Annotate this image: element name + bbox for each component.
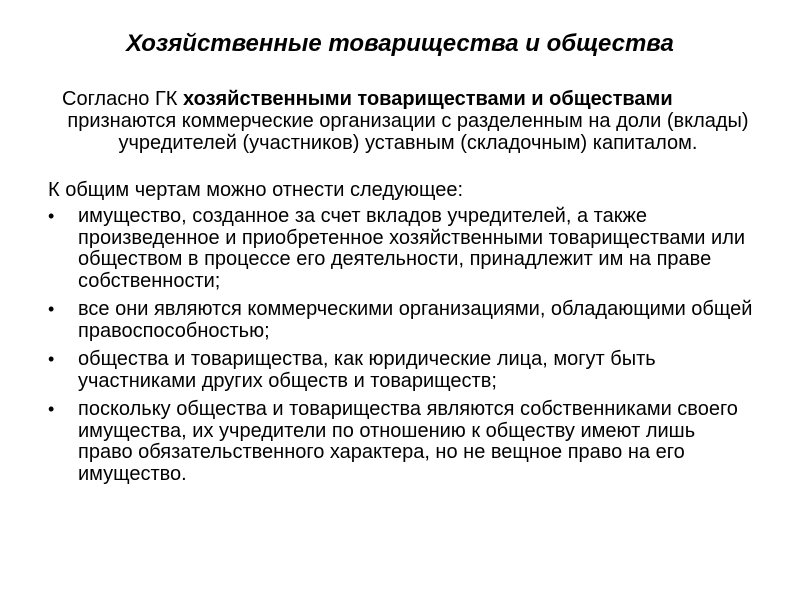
bullet-icon: • — [48, 349, 55, 369]
bullet-text: все они являются коммерческими организациями, обладающими общей правоспособностью; — [78, 298, 753, 342]
intro-rest: признаются коммерческие организации с разделенным на доли (вклады) учредителей (участников) уставным (складочным) капиталом. — [67, 110, 749, 154]
bullet-icon: • — [48, 299, 55, 319]
bullet-list — [48, 206, 754, 492]
bullet-item — [48, 299, 754, 342]
common-features-heading: К общим чертам можно отнести следующее: — [48, 179, 464, 201]
slide-title: Хозяйственные товарищества и общества — [126, 30, 674, 57]
intro-prefix: Согласно ГК — [62, 88, 183, 110]
bullet-icon: • — [48, 206, 55, 226]
bullet-item — [48, 399, 754, 485]
bullet-text: общества и товарищества, как юридические лица, могут быть участниками других обществ и товариществ; — [78, 348, 656, 392]
intro-paragraph — [62, 88, 754, 154]
intro-lead-line — [62, 88, 754, 110]
bullet-text: поскольку общества и товарищества являются собственниками своего имущества, их учредители по отношению к обществу имеют лишь право обязательственного характера, но не вещное право на его имущество. — [78, 398, 738, 485]
bullet-icon: • — [48, 399, 55, 419]
bullet-item — [48, 349, 754, 392]
bullet-text: имущество, созданное за счет вкладов учредителей, а также произведенное и приобретенное хозяйственными товариществами или обществом в процессе его деятельности, принадлежит им на праве собственности; — [78, 205, 746, 292]
intro-bold-term: хозяйственными товариществами и обществами — [182, 88, 673, 110]
bullet-item — [48, 206, 754, 292]
